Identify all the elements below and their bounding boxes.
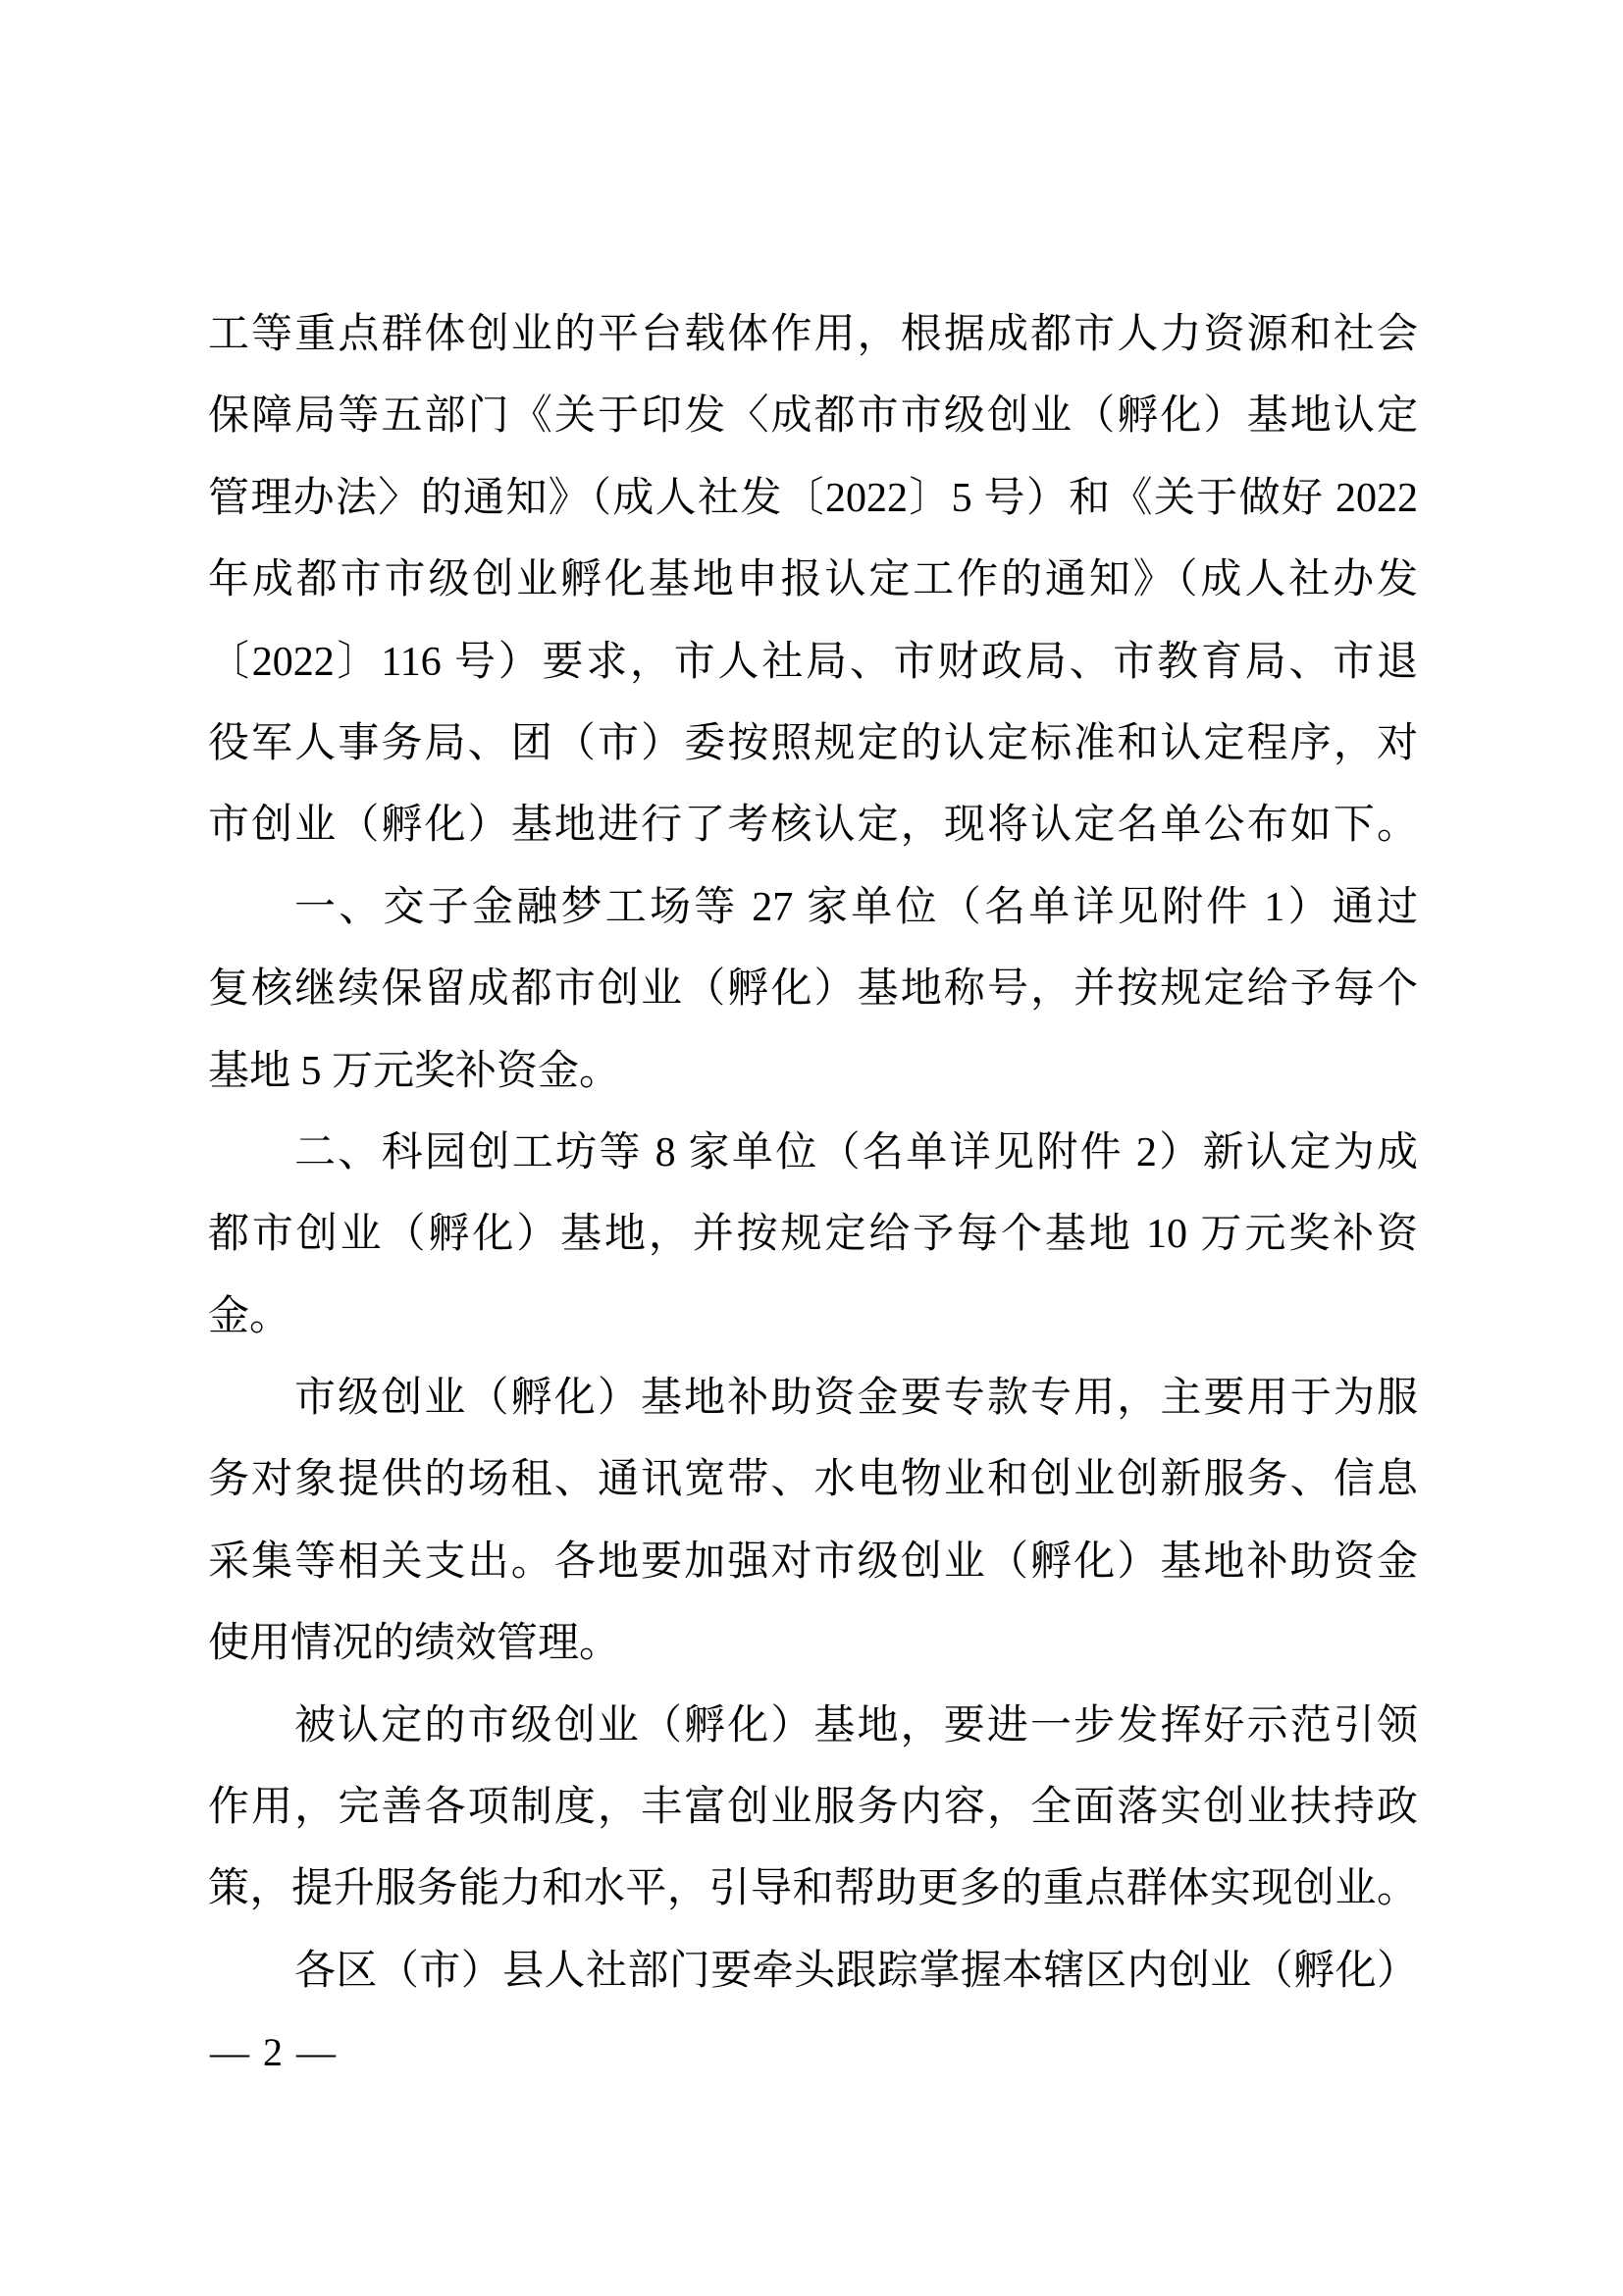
text-line: 务对象提供的场租、通讯宽带、水电物业和创业创新服务、信息 — [208, 1457, 1418, 1503]
text-line-paragraph-start: 一、交子金融梦工场等 27 家单位（名单详见附件 1）通过 — [294, 884, 1418, 930]
text-line-paragraph-start: 二、科园创工坊等 8 家单位（名单详见附件 2）新认定为成 — [294, 1129, 1418, 1175]
text-line: 市创业（孵化）基地进行了考核认定，现将认定名单公布如下。 — [208, 803, 1418, 849]
text-line: 年成都市市级创业孵化基地申报认定工作的通知》（成人社办发 — [208, 557, 1418, 603]
text-line: 作用，完善各项制度，丰富创业服务内容，全面落实创业扶持政 — [208, 1785, 1418, 1831]
text-line-paragraph-start: 市级创业（孵化）基地补助资金要专款专用，主要用于为服 — [294, 1376, 1418, 1422]
text-line-paragraph-end: 使用情况的绩效管理。 — [208, 1621, 621, 1667]
text-line: 复核继续保留成都市创业（孵化）基地称号，并按规定给予每个 — [208, 966, 1418, 1013]
text-line: 策，提升服务能力和水平，引导和帮助更多的重点群体实现创业。 — [208, 1866, 1418, 1912]
text-line-paragraph-start: 被认定的市级创业（孵化）基地，要进一步发挥好示范引领 — [294, 1702, 1418, 1748]
text-line: 役军人事务局、团（市）委按照规定的认定标准和认定程序，对 — [208, 720, 1418, 766]
text-line: 工等重点群体创业的平台载体作用，根据成都市人力资源和社会 — [208, 312, 1418, 357]
text-line: 都市创业（孵化）基地，并按规定给予每个基地 10 万元奖补资 — [208, 1212, 1418, 1258]
text-line-paragraph-end: 基地 5 万元奖补资金。 — [208, 1048, 621, 1094]
text-line: 管理办法〉的通知》（成人社发〔2022〕5 号）和《关于做好 2022 — [208, 475, 1418, 521]
text-line: 保障局等五部门《关于印发〈成都市市级创业（孵化）基地认定 — [208, 393, 1418, 440]
text-line: 采集等相关支出。各地要加强对市级创业（孵化）基地补助资金 — [208, 1539, 1418, 1585]
text-line-paragraph-end: 金。 — [208, 1293, 291, 1339]
text-line-paragraph-start: 各区（市）县人社部门要牵头跟踪掌握本辖区内创业（孵化） — [294, 1948, 1418, 1994]
text-line: 〔2022〕116 号）要求，市人社局、市财政局、市教育局、市退 — [208, 639, 1418, 685]
page-number: — 2 — — [210, 2030, 338, 2074]
document-body-text — [208, 294, 1418, 2012]
